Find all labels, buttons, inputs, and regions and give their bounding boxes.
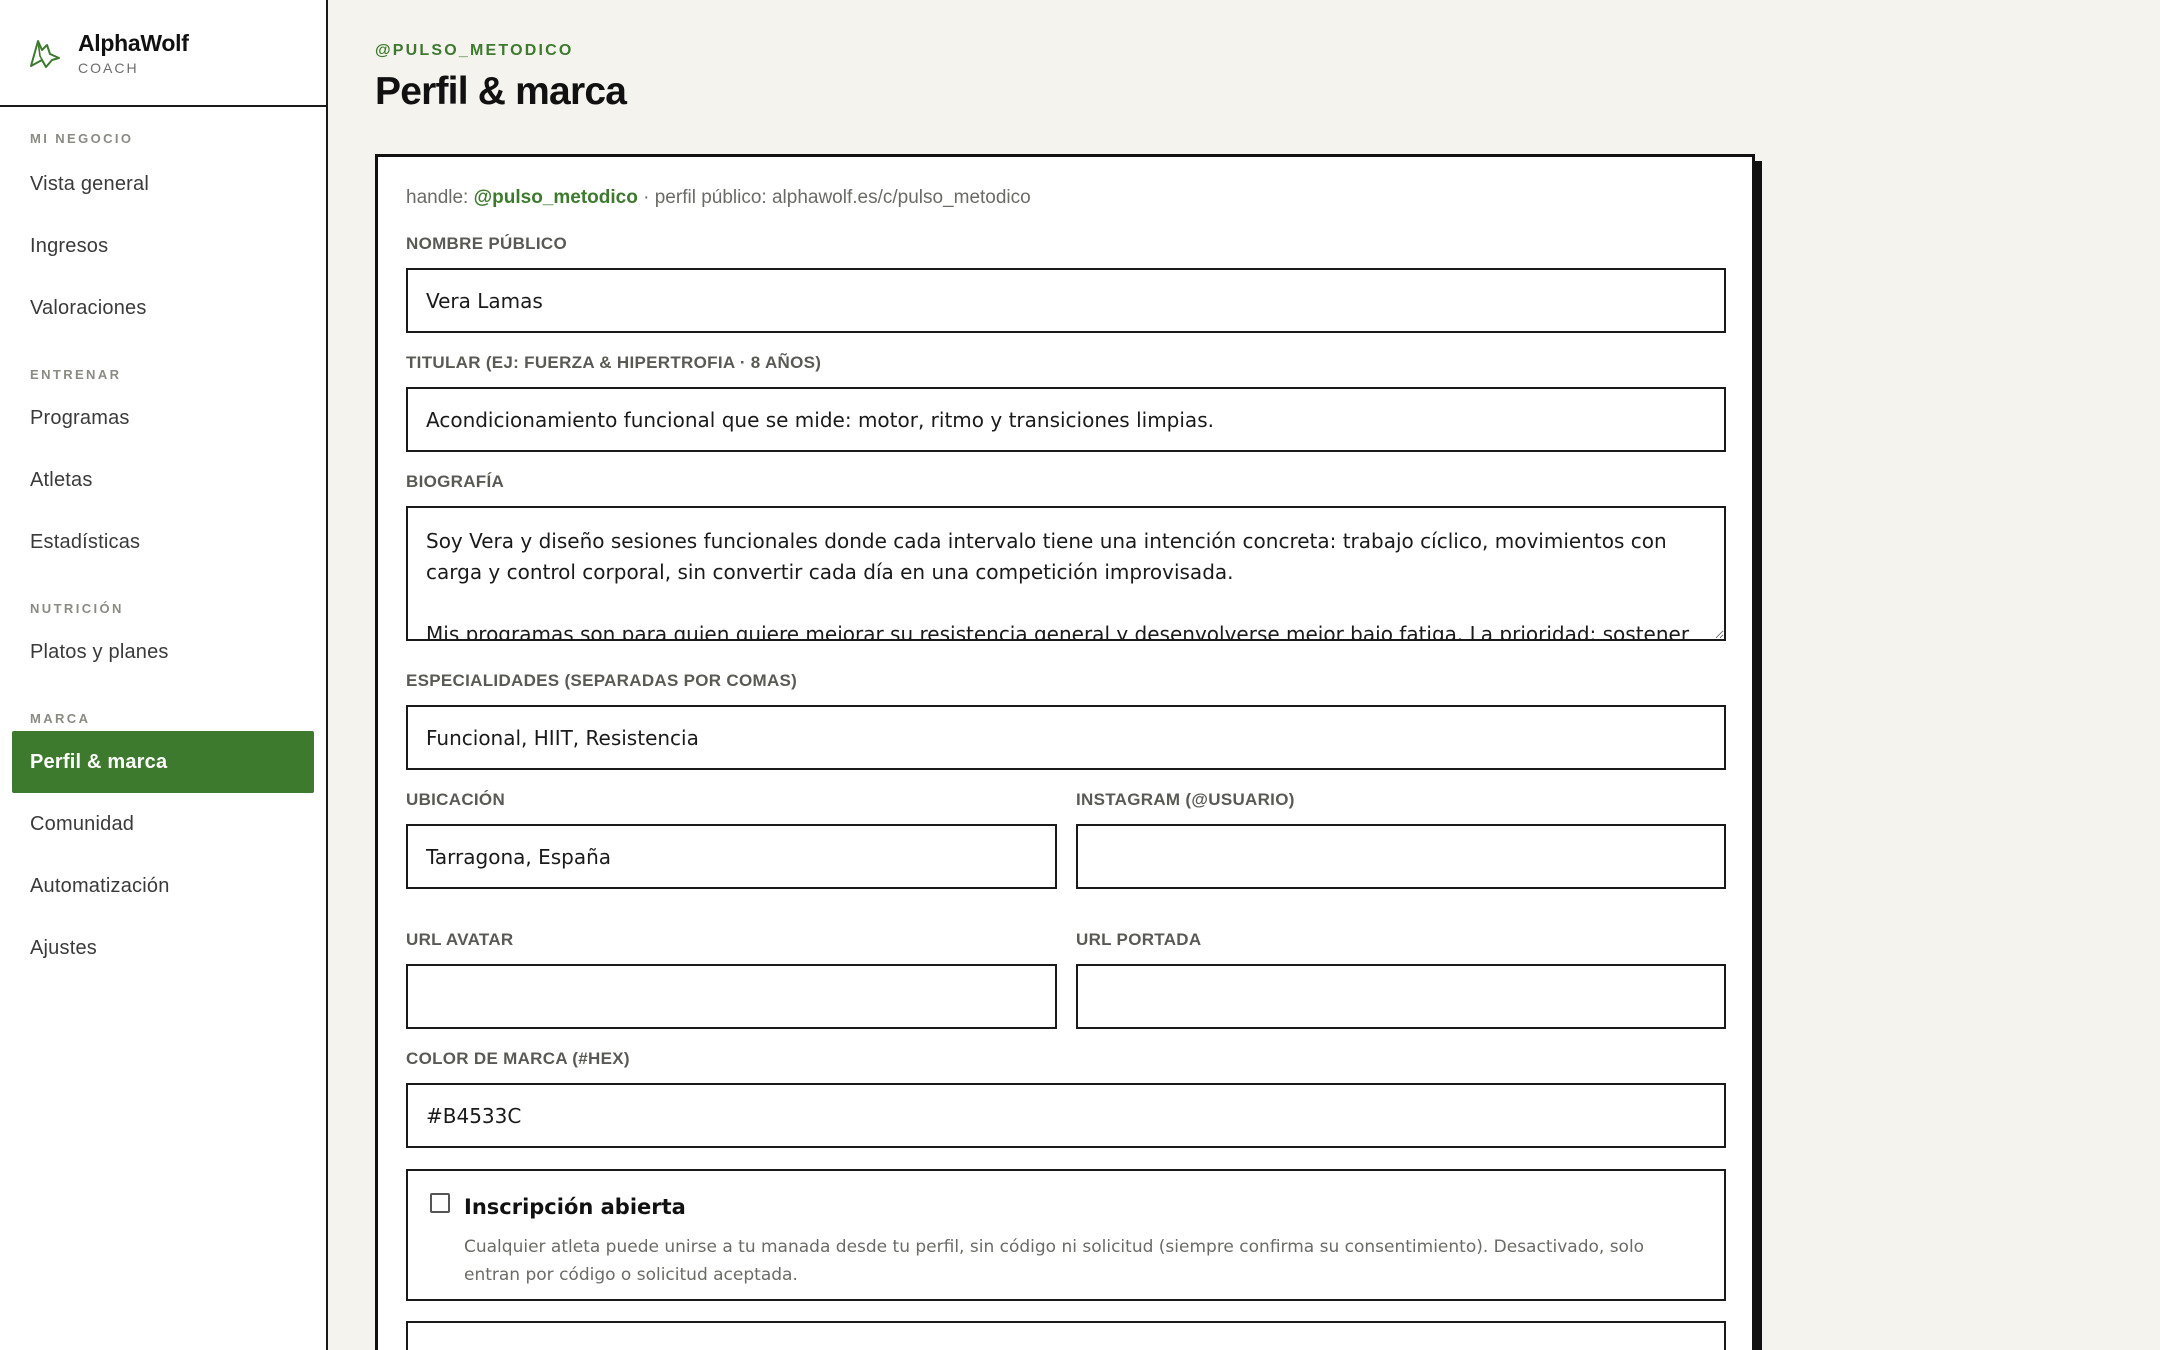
location-label: UBICACIÓN — [406, 790, 506, 809]
nav-section-marca — [0, 711, 326, 979]
field-specialties — [406, 670, 1726, 770]
headline-input[interactable] — [406, 387, 1726, 452]
wolf-logo-icon — [28, 36, 62, 70]
open-enrollment-title: Inscripción abierta — [464, 1195, 686, 1219]
sidebar-item-ajustes[interactable]: Ajustes — [30, 937, 97, 959]
field-bio — [406, 471, 1726, 641]
page-title: Perfil & marca — [375, 70, 627, 113]
sidebar-item-comunidad[interactable]: Comunidad — [30, 813, 135, 835]
nav-section-negocio — [0, 131, 326, 339]
handle-prefix: handle: — [406, 187, 469, 208]
nav-section-entrenar — [0, 367, 326, 573]
sidebar-item-programas[interactable]: Programas — [30, 407, 130, 429]
brand-color-label: COLOR DE MARCA (#HEX) — [406, 1049, 630, 1068]
bio-textarea[interactable] — [406, 506, 1726, 641]
public-name-label: NOMBRE PÚBLICO — [406, 234, 567, 253]
location-input[interactable] — [406, 824, 1057, 889]
field-brand-color — [406, 1048, 1726, 1148]
open-enrollment-description: Cualquier atleta puede unirse a tu manada desde tu perfil, sin código ni solicitud (siempre confirma su consentimiento). Desactivado, solo entran por código o solicitud aceptada. — [464, 1237, 1645, 1285]
instagram-input[interactable] — [1076, 824, 1726, 889]
brand-header[interactable] — [0, 0, 326, 107]
field-instagram — [1076, 789, 1726, 889]
field-avatar-url — [406, 929, 1057, 1029]
sidebar-item-estadisticas[interactable]: Estadísticas — [30, 531, 141, 553]
sidebar-item-valoraciones[interactable]: Valoraciones — [30, 297, 147, 319]
brand-name: AlphaWolf — [78, 29, 189, 56]
public-name-input[interactable] — [406, 268, 1726, 333]
avatar-url-label: URL AVATAR — [406, 930, 514, 949]
bio-label: BIOGRAFÍA — [406, 472, 505, 491]
profile-form-card — [375, 154, 1755, 1350]
cover-url-label: URL PORTADA — [1076, 930, 1202, 949]
profile-meta — [406, 187, 1031, 209]
field-headline — [406, 352, 1726, 452]
nav-heading: ENTRENAR — [30, 367, 122, 382]
sidebar-item-atletas[interactable]: Atletas — [30, 469, 93, 491]
sidebar-item-vista-general[interactable]: Vista general — [30, 173, 149, 195]
specialties-input[interactable] — [406, 705, 1726, 770]
handle-value: @pulso_metodico — [473, 187, 638, 208]
brand-subtitle: COACH — [78, 59, 139, 76]
instagram-label: INSTAGRAM (@USUARIO) — [1076, 790, 1295, 809]
nav-heading: MARCA — [30, 711, 91, 726]
headline-label: TITULAR (EJ: FUERZA & HIPERTROFIA · 8 AÑOS) — [406, 353, 822, 372]
next-section-box — [406, 1321, 1726, 1350]
brand-color-input[interactable] — [406, 1083, 1726, 1148]
sidebar-item-perfil-marca[interactable]: Perfil & marca — [12, 731, 314, 793]
nav-heading: MI NEGOCIO — [30, 131, 134, 146]
specialties-label: ESPECIALIDADES (SEPARADAS POR COMAS) — [406, 671, 798, 690]
sidebar-item-platos-y-planes[interactable]: Platos y planes — [30, 641, 169, 663]
field-public-name — [406, 233, 1726, 333]
nav-heading: NUTRICIÓN — [30, 601, 124, 616]
open-enrollment-option[interactable] — [406, 1169, 1726, 1301]
sidebar-item-ingresos[interactable]: Ingresos — [30, 235, 109, 257]
sidebar-item-automatizacion[interactable]: Automatización — [30, 875, 170, 897]
sidebar — [0, 0, 328, 1350]
avatar-url-input[interactable] — [406, 964, 1057, 1029]
nav-section-nutricion — [0, 601, 326, 683]
cover-url-input[interactable] — [1076, 964, 1726, 1029]
public-profile-url: · perfil público: alphawolf.es/c/pulso_metodico — [643, 187, 1031, 208]
field-cover-url — [1076, 929, 1726, 1029]
open-enrollment-checkbox[interactable] — [430, 1193, 450, 1213]
page-handle: @PULSO_METODICO — [375, 42, 574, 59]
field-location — [406, 789, 1057, 889]
